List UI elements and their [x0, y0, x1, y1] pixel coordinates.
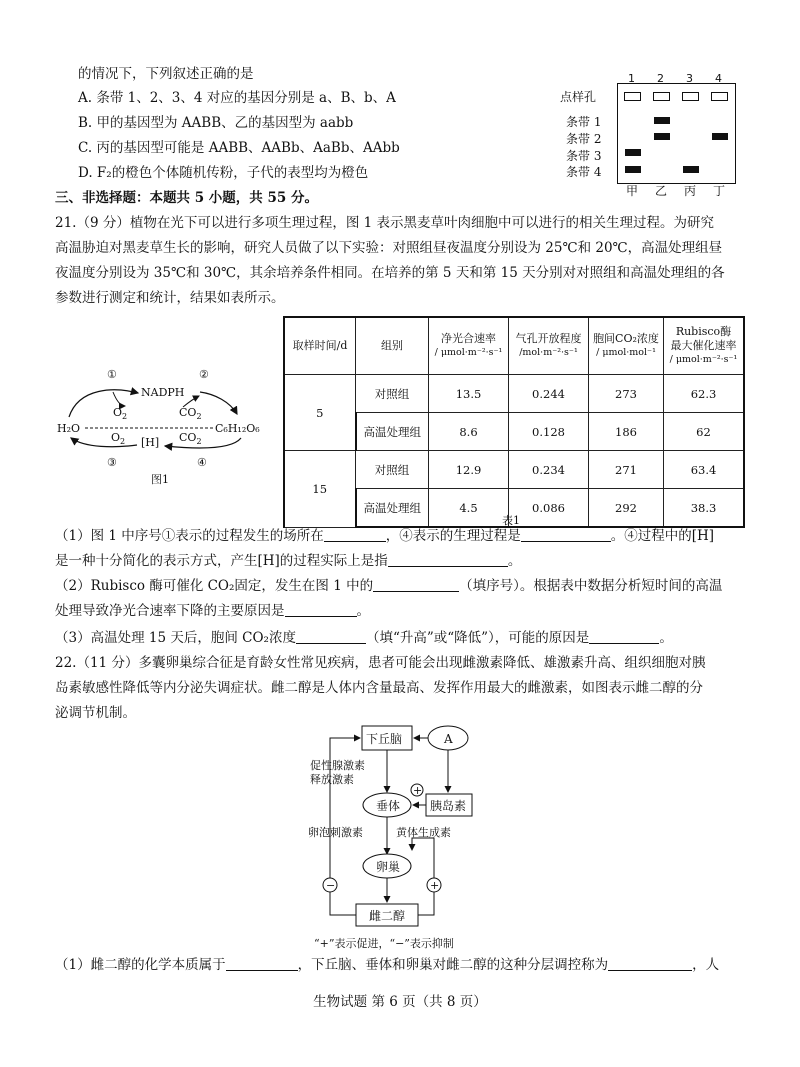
answer-blank[interactable] — [608, 956, 692, 971]
o2-top-label: $O_2$ — [113, 406, 128, 421]
cell-v4: 38.3 — [664, 489, 745, 528]
table-row — [284, 451, 744, 489]
band-label-1: 条带 1 — [566, 115, 602, 129]
header-stomatal: 气孔开放程度 /mol·m⁻²·s⁻¹ — [509, 317, 589, 375]
sample-ding: 丁 — [713, 184, 726, 198]
well-2 — [653, 92, 670, 101]
option-b: B. 甲的基因型为 AABB、乙的基因型为 aabb — [78, 115, 354, 131]
data-table — [283, 316, 745, 528]
step-4-label: ④ — [197, 456, 207, 469]
q22-intro-2: 岛素敏感性降低等内分泌失调症状。雌二醇是人体内含量最高、发挥作用最大的雌激素，如图表示雌二醇的分 — [55, 680, 703, 696]
question-lead: 的情况下，下列叙述正确的是 — [78, 66, 254, 82]
header-time: 取样时间/d — [284, 317, 356, 375]
header-net-photosynthesis: 净光合速率 / μmol·m⁻²·s⁻¹ — [429, 317, 509, 375]
arrow-4 — [165, 438, 241, 448]
sample-yi: 乙 — [655, 184, 668, 198]
page-footer: 生物试题 第 6 页（共 8 页） — [313, 994, 487, 1010]
cell-group: 高温处理组 — [356, 413, 429, 451]
figure-1-pathway — [55, 362, 280, 487]
estradiol-label: 雌二醇 — [369, 909, 406, 923]
sample-bing: 丙 — [684, 184, 697, 198]
cell-day: 5 — [284, 375, 356, 451]
band-label-2: 条带 2 — [566, 132, 602, 146]
ovary-label: 卵巢 — [376, 860, 401, 874]
table-row — [284, 375, 744, 413]
well-label: 点样孔 — [560, 90, 597, 104]
table-header-row — [284, 317, 744, 375]
figure-1-caption: 图1 — [151, 473, 169, 486]
header-rubisco: Rubisco酶 最大催化速率 / μmol·m⁻²·s⁻¹ — [664, 317, 745, 375]
o2-bot-label: $O_2$ — [111, 431, 126, 446]
q21-sub2-line1: （2）Rubisco 酶可催化 CO₂固定，发生在图 1 中的 （填序号）。根据表中数据分析短时间的高温 — [55, 578, 723, 594]
lane-2: 2 — [657, 72, 664, 85]
plus-sign-1: + — [413, 784, 423, 797]
gnrh-label-1: 促性腺激素 — [310, 759, 365, 772]
arrow-o2-out — [113, 392, 125, 406]
diagram-legend: “+”表示促进，“−”表示抑制 — [314, 937, 454, 950]
q21-intro-1: 21.（9 分）植物在光下可以进行多项生理过程，图 1 表示黑麦草叶肉细胞中可以进行的相关生理过程。为研究 — [55, 215, 715, 231]
step-2-label: ② — [199, 368, 209, 381]
cell-v2: 0.234 — [509, 451, 589, 489]
q21-sub1-line2: 是一种十分简化的表示方式，产生[H]的过程实际上是指 。 — [55, 553, 522, 569]
answer-blank[interactable] — [589, 629, 659, 644]
band-label-3: 条带 3 — [566, 149, 602, 163]
cell-v4: 62 — [664, 413, 745, 451]
pituitary-label: 垂体 — [376, 799, 401, 813]
header-co2: 胞间CO₂浓度 / μmol·mol⁻¹ — [589, 317, 664, 375]
cell-v4: 63.4 — [664, 451, 745, 489]
cell-v3: 186 — [589, 413, 664, 451]
step-3-label: ③ — [107, 456, 117, 469]
answer-blank[interactable] — [521, 527, 611, 542]
band-r4-l1 — [625, 166, 641, 173]
hormone-diagram — [300, 718, 520, 953]
minus-sign: − — [326, 879, 336, 892]
feedback-positive — [412, 838, 434, 915]
cell-v1: 4.5 — [429, 489, 509, 528]
cell-day: 15 — [284, 451, 356, 528]
sample-jia: 甲 — [626, 184, 639, 198]
section-3-header: 三、非选择题：本题共 5 小题，共 55 分。 — [55, 190, 318, 206]
cell-group: 高温处理组 — [356, 489, 429, 528]
band-r3-l1 — [625, 149, 641, 156]
glucose-label: C₆H₁₂O₆ — [215, 422, 260, 435]
cell-v3: 292 — [589, 489, 664, 528]
q22-intro-1: 22.（11 分）多囊卵巢综合征是育龄女性常见疾病，患者可能会出现雌激素降低、雄激素升高、组织细胞对胰 — [55, 655, 706, 671]
hypothalamus-label: 下丘脑 — [366, 732, 403, 746]
insulin-label: 胰岛素 — [430, 799, 467, 813]
step-1-label: ① — [107, 368, 117, 381]
q21-sub1-line1: （1）图 1 中序号①表示的过程发生的场所在 ，④表示的生理过程是 。④过程中的[H] — [55, 528, 715, 544]
lane-4: 4 — [715, 72, 722, 85]
well-1 — [624, 92, 641, 101]
band-r4-l3 — [683, 166, 699, 173]
q21-sub3: （3）高温处理 15 天后，胞间 CO₂浓度 （填“升高”或“降低”），可能的原因是 。 — [55, 630, 673, 646]
answer-blank[interactable] — [296, 629, 366, 644]
arrow-2 — [200, 392, 237, 414]
band-label-4: 条带 4 — [566, 165, 602, 179]
cell-v1: 12.9 — [429, 451, 509, 489]
gnrh-label-2: 释放激素 — [310, 773, 354, 786]
q21-intro-2: 高温胁迫对黑麦草生长的影响，研究人员做了以下实验：对照组昼夜温度分别设为 25℃和 20℃，高温处理组昼 — [55, 240, 723, 256]
arrow-1 — [69, 390, 138, 417]
well-4 — [711, 92, 728, 101]
cell-group: 对照组 — [356, 451, 429, 489]
cell-group: 对照组 — [356, 375, 429, 413]
answer-blank[interactable] — [388, 552, 508, 567]
option-c: C. 丙的基因型可能是 AABB、AABb、AaBb、AAbb — [78, 140, 400, 156]
cell-v2: 0.244 — [509, 375, 589, 413]
a-label: A — [444, 732, 453, 746]
band-r2-l2 — [654, 133, 670, 140]
lh-label: 黄体生成素 — [396, 826, 451, 839]
cell-v3: 273 — [589, 375, 664, 413]
q22-intro-3: 泌调节机制。 — [55, 705, 136, 721]
cell-v1: 8.6 — [429, 413, 509, 451]
lane-3: 3 — [686, 72, 693, 85]
table-caption: 表1 — [502, 514, 520, 527]
option-a: A. 条带 1、2、3、4 对应的基因分别是 a、B、b、A — [78, 90, 396, 106]
plus-sign-2: + — [430, 879, 440, 892]
cell-v2: 0.086 — [509, 489, 589, 528]
answer-blank[interactable] — [373, 577, 459, 592]
q22-sub1: （1）雌二醇的化学本质属于 ，下丘脑、垂体和卵巢对雌二醇的这种分层调控称为 ，人 — [55, 957, 720, 973]
answer-blank[interactable] — [226, 956, 298, 971]
h-label: [H] — [141, 436, 160, 449]
well-3 — [682, 92, 699, 101]
cell-v2: 0.128 — [509, 413, 589, 451]
cell-v3: 271 — [589, 451, 664, 489]
q21-sub2-line2: 处理导致净光合速率下降的主要原因是 。 — [55, 603, 370, 619]
co2-top-label: $CO_2$ — [179, 406, 202, 421]
header-group: 组别 — [356, 317, 429, 375]
lane-1: 1 — [628, 72, 635, 85]
option-d: D. F₂的橙色个体随机传粉，子代的表型均为橙色 — [78, 165, 369, 181]
band-r2-l4 — [712, 133, 728, 140]
q21-intro-4: 参数进行测定和统计，结果如表所示。 — [55, 290, 285, 306]
h2o-label: H₂O — [57, 422, 81, 435]
q21-intro-3: 夜温度分别设为 35℃和 30℃，其余培养条件相同。在培养的第 5 天和第 15 天分别对对照组和高温处理组的各 — [55, 265, 725, 281]
arrow-3 — [71, 438, 137, 447]
answer-blank[interactable] — [324, 527, 386, 542]
answer-blank[interactable] — [285, 602, 357, 617]
band-r1-l2 — [654, 117, 670, 124]
co2-bot-label: $CO_2$ — [179, 431, 202, 446]
cell-v1: 13.5 — [429, 375, 509, 413]
fsh-label: 卵泡刺激素 — [308, 826, 363, 839]
nadph-label: NADPH — [141, 386, 185, 399]
cell-v4: 62.3 — [664, 375, 745, 413]
